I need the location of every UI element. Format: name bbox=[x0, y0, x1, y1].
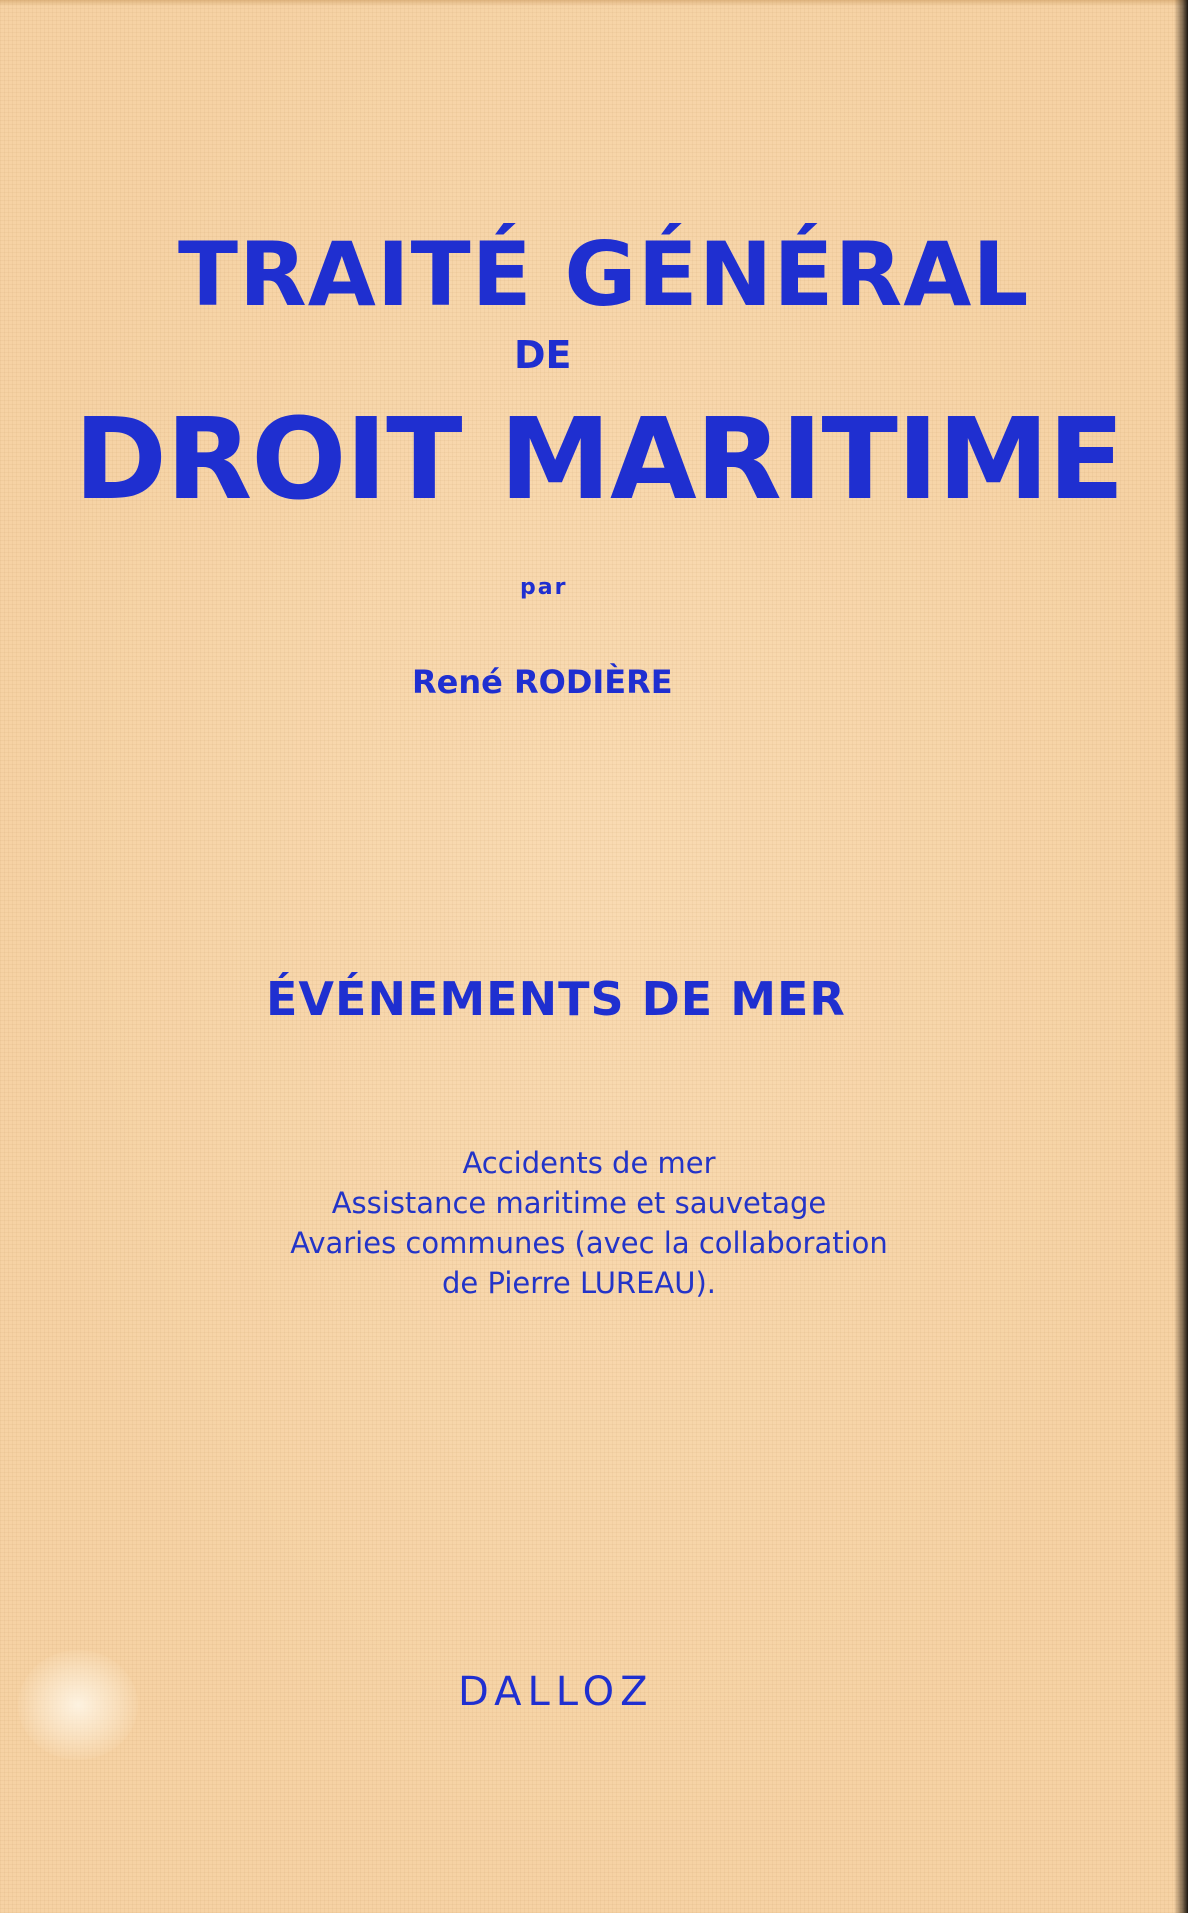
contents-item: Avaries communes (avec la collaboration bbox=[290, 1226, 888, 1260]
publisher-name: DALLOZ bbox=[458, 1669, 654, 1715]
title-line-2: DROIT MARITIME bbox=[74, 395, 1124, 525]
title-line-1: TRAITÉ GÉNÉRAL bbox=[178, 223, 1030, 326]
contents-list bbox=[0, 1143, 1188, 1303]
volume-subject: ÉVÉNEMENTS DE MER bbox=[266, 972, 846, 1026]
contents-item: de Pierre LUREAU). bbox=[442, 1266, 716, 1300]
cover-top-edge bbox=[0, 0, 1188, 6]
author-name: René RODIÈRE bbox=[412, 663, 673, 701]
title-connector: DE bbox=[514, 333, 572, 377]
by-label: par bbox=[520, 575, 568, 600]
contents-item: Assistance maritime et sauvetage bbox=[331, 1186, 827, 1220]
contents-item: Accidents de mer bbox=[462, 1146, 716, 1180]
